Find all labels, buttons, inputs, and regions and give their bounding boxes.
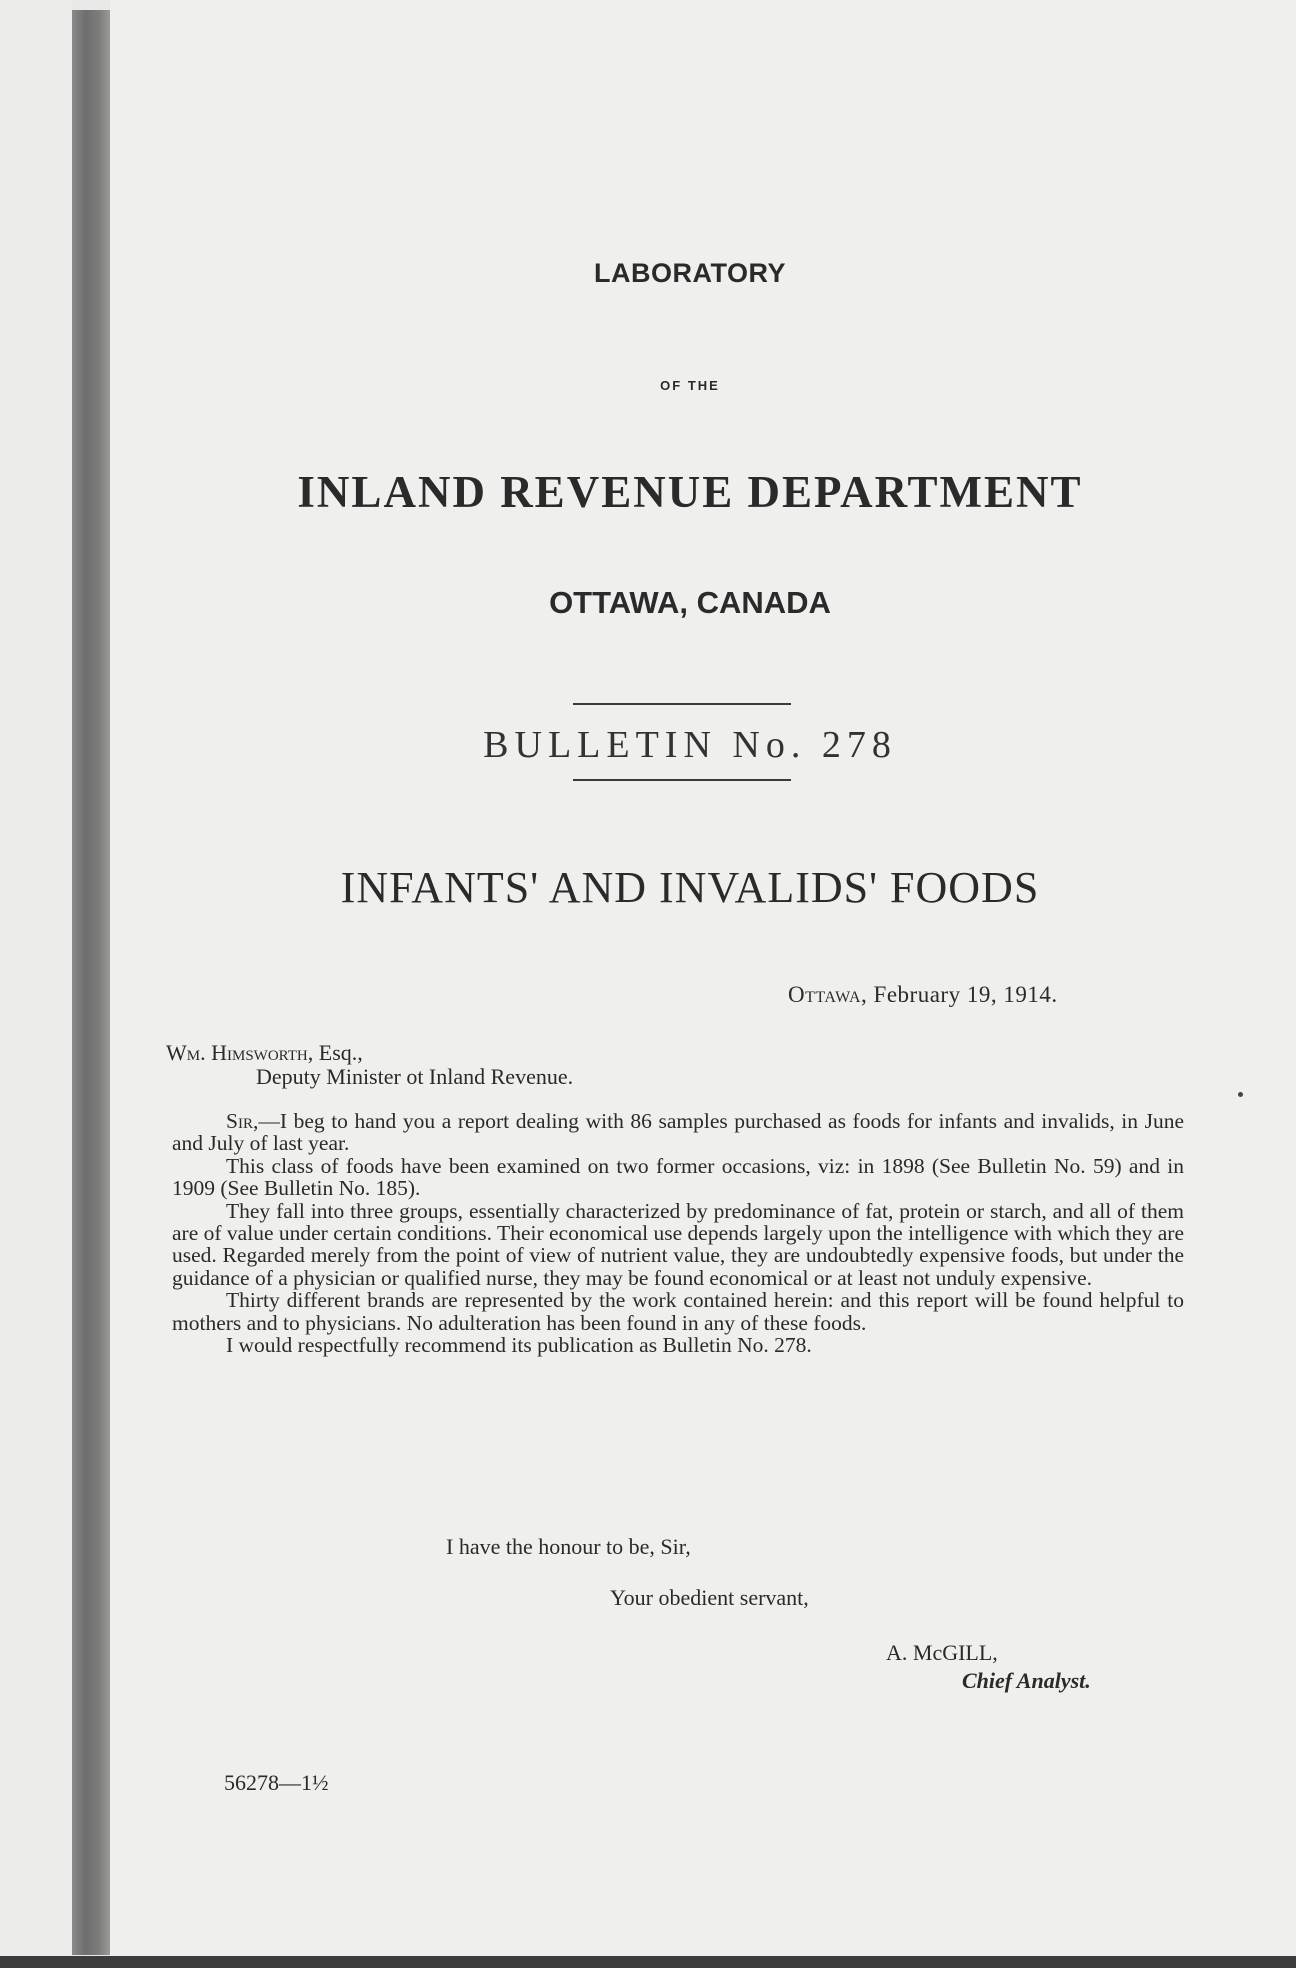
binding-strip — [72, 10, 110, 1955]
signer-title: Chief Analyst. — [962, 1668, 1091, 1693]
addressee-title: Deputy Minister ot Inland Revenue. — [256, 1064, 574, 1089]
rule-below-bulletin — [573, 779, 791, 781]
paragraph-text: —I beg to hand you a report dealing with 86 samples purchased as foods for infants and invalids, in June and July of last year. — [172, 1109, 1184, 1156]
paragraph: They fall into three groups, essentially characterized by predominance of fat, protein or starch, and all of them are of value under certain conditions. Their economical use depends largely upon the intelligence with which they are used. Regarded merely from the point of view of nutrient value, they are undoubtedly expensive foods, but under the guidance of a physician or qualified nurse, they may be found economical or at least not unduly expensive. — [172, 1198, 1184, 1290]
addressee-suffix: Esq., — [313, 1040, 363, 1065]
page — [110, 0, 1296, 1968]
laboratory-heading: LABORATORY — [594, 258, 786, 288]
paragraph: I would respectfully recommend its publication as Bulletin No. 278. — [226, 1333, 812, 1358]
paragraph: Thirty different brands are represented by the work contained herein: and this report will be found helpful to mothers and to physicians. No adulteration has been found in any of these foods. — [172, 1288, 1184, 1335]
bulletin-number: BULLETIN No. 278 — [483, 724, 897, 766]
paragraph — [172, 1110, 1184, 1155]
date-value: February 19, 1914. — [867, 982, 1058, 1007]
print-code: 56278—1½ — [224, 1770, 329, 1795]
addressee-name: Wm. Himsworth, — [166, 1040, 314, 1065]
signer-name: A. McGILL, — [886, 1640, 998, 1665]
paragraph: This class of foods have been examined on two former occasions, viz: in 1898 (See Bulletin No. 59) and in 1909 (See Bulletin No. 185). — [172, 1153, 1184, 1201]
of-the-heading: OF THE — [660, 378, 720, 393]
addressee — [166, 1040, 363, 1066]
closing-line: I have the honour to be, Sir, — [446, 1534, 691, 1559]
valediction: Your obedient servant, — [610, 1585, 809, 1610]
bulletin-subject: INFANTS' AND INVALIDS' FOODS — [340, 863, 1040, 912]
date-place: Ottawa, — [788, 982, 868, 1007]
department-heading: INLAND REVENUE DEPARTMENT — [297, 467, 1083, 517]
ink-speck — [1238, 1092, 1243, 1097]
bottom-edge — [0, 1956, 1296, 1968]
letter-body — [172, 1110, 1184, 1356]
left-margin — [0, 0, 72, 1968]
salutation: Sir, — [226, 1109, 259, 1133]
location-heading: OTTAWA, CANADA — [549, 585, 831, 620]
rule-above-bulletin — [573, 703, 791, 705]
letter-date — [788, 982, 1058, 1008]
